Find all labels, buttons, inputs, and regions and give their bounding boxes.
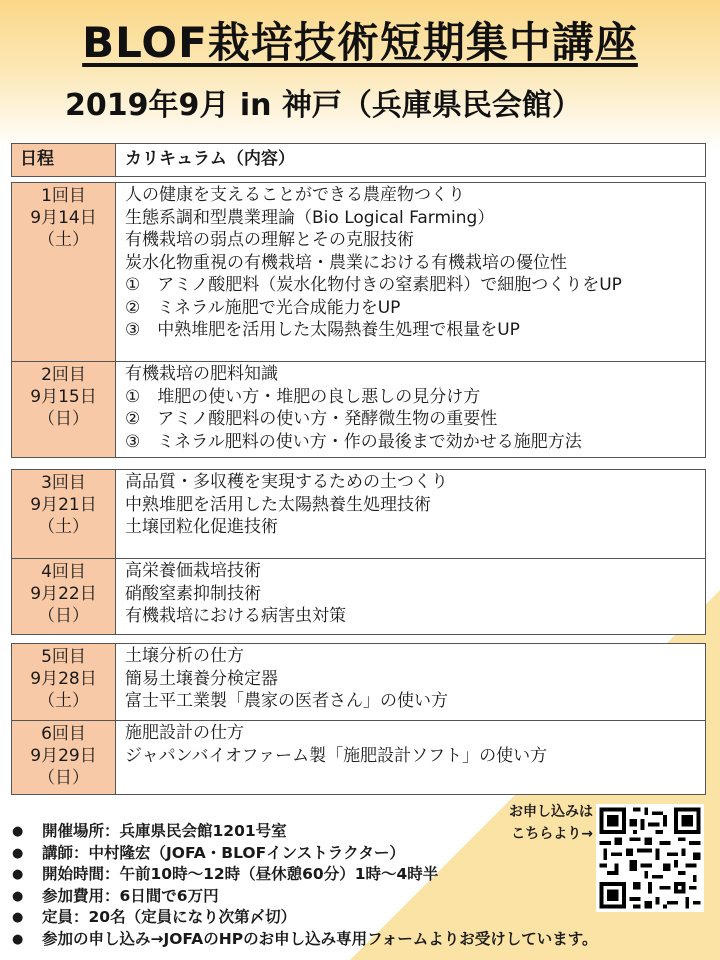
apply-line-2: こちらより→	[511, 826, 593, 842]
curriculum-item: ③ ミネラル肥料の使い方・作の最後まで効かせる施肥方法	[125, 431, 582, 452]
info-venue: 開催場所：兵庫県民会館1201号室	[42, 822, 287, 840]
curriculum-item: 高栄養価栽培技術	[125, 561, 261, 581]
session-date-cell	[12, 559, 116, 634]
curriculum-item: 中熟堆肥を活用した太陽熱養生処理技術	[125, 494, 431, 515]
info-application: 参加の申し込み→JOFAのHPのお申し込み専用フォームよりお受けしています。	[42, 929, 598, 948]
info-item	[12, 886, 598, 908]
session-number: 6回目	[41, 724, 86, 744]
curriculum-item: 生態系調和型農業理論（Bio Logical Farming）	[125, 207, 495, 228]
session-date: 9月15日	[30, 387, 97, 407]
session-day: （日）	[38, 768, 89, 788]
session-row	[12, 361, 705, 457]
curriculum-item: ② ミネラル施肥で光合成能力をUP	[125, 297, 401, 318]
session-group-2	[11, 469, 706, 635]
session-date: 9月14日	[30, 208, 97, 228]
session-date: 9月28日	[30, 669, 97, 689]
info-item	[12, 864, 598, 886]
curriculum-item: 簡易土壌養分検定器	[125, 668, 278, 689]
session-date: 9月21日	[30, 495, 97, 515]
curriculum-item: ジャパンバイオファーム製「施肥設計ソフト」の使い方	[125, 745, 548, 766]
session-date-cell	[12, 470, 116, 558]
session-day: （土）	[38, 691, 89, 711]
curriculum-item: 炭水化物重視の有機栽培・農業における有機栽培の優位性	[125, 252, 567, 273]
curriculum-item: 有機栽培における病害虫対策	[125, 606, 346, 626]
curriculum-item: ① アミノ酸肥料（炭水化物付きの窒素肥料）で細胞つくりをUP	[125, 275, 622, 295]
session-row	[12, 183, 705, 361]
apply-line-1: お申し込みは	[509, 804, 593, 820]
curriculum-item: 高品質・多収穫を実現するための土つくり	[125, 472, 448, 492]
qr-code-graphic	[596, 804, 704, 912]
info-item	[12, 907, 598, 929]
session-content	[116, 559, 705, 634]
curriculum-item: 人の健康を支えることができる農産物つくり	[125, 185, 465, 205]
info-item	[12, 843, 598, 865]
curriculum-item: 施肥設計の仕方	[125, 723, 244, 743]
qr-code-icon[interactable]	[596, 804, 704, 912]
schedule-header: 日程	[12, 144, 116, 176]
session-content	[116, 362, 705, 457]
session-date-cell	[12, 183, 116, 361]
session-content	[116, 470, 705, 558]
session-group-3	[11, 643, 706, 795]
curriculum-header: カリキュラム（内容）	[125, 149, 295, 169]
curriculum-item: ① 堆肥の使い方・堆肥の良し悪しの見分け方	[125, 386, 481, 407]
session-day: （日）	[38, 409, 89, 429]
session-day: （土）	[38, 517, 89, 537]
info-fee: 参加費用：6日間で6万円	[42, 886, 219, 905]
curriculum-item: 硝酸窒素抑制技術	[125, 583, 261, 604]
bullet-icon: ●	[12, 910, 24, 926]
session-date: 9月22日	[30, 584, 97, 604]
curriculum-item: ③ 中熟堆肥を活用した太陽熱養生処理で根量をUP	[125, 320, 520, 340]
bullet-icon: ●	[12, 867, 24, 883]
session-day: （土）	[38, 230, 89, 250]
page-title: BLOF栽培技術短期集中講座	[82, 18, 638, 67]
session-row	[12, 644, 705, 720]
curriculum-item: 土壌分析の仕方	[125, 646, 244, 666]
curriculum-item: ② アミノ酸肥料の使い方・発酵微生物の重要性	[125, 409, 498, 429]
session-number: 2回目	[41, 365, 86, 385]
bullet-icon: ●	[12, 931, 24, 947]
session-group-1	[11, 182, 706, 458]
bullet-icon: ●	[12, 888, 24, 904]
session-number: 5回目	[41, 647, 86, 667]
session-content	[116, 644, 705, 720]
session-number: 3回目	[41, 473, 86, 493]
curriculum-item: 富士平工業製「農家の医者さん」の使い方	[125, 691, 448, 711]
session-date-cell	[12, 362, 116, 457]
session-day: （日）	[38, 606, 89, 626]
curriculum-item: 有機栽培の弱点の理解とその克服技術	[125, 230, 414, 250]
session-row	[12, 558, 705, 634]
page-subtitle: 2019年9月 in 神戸（兵庫県民会館）	[65, 88, 582, 123]
session-date-cell	[12, 721, 116, 794]
session-content	[116, 721, 705, 794]
table-header	[11, 143, 706, 177]
info-item	[12, 929, 598, 951]
info-instructor: 講師：中村隆宏（JOFA・BLOFインストラクター）	[42, 843, 405, 862]
session-row	[12, 470, 705, 558]
session-row	[12, 720, 705, 794]
info-capacity: 定員：20名（定員になり次第〆切）	[42, 908, 297, 927]
bullet-icon: ●	[12, 845, 24, 861]
curriculum-item: 土壌団粒化促進技術	[125, 517, 278, 537]
session-date-cell	[12, 644, 116, 720]
session-date: 9月29日	[30, 746, 97, 766]
info-time: 開始時間：午前10時～12時（昼休憩60分）1時～4時半	[42, 865, 439, 884]
session-number: 1回目	[41, 186, 86, 206]
apply-note	[475, 801, 593, 845]
session-content	[116, 183, 705, 361]
session-number: 4回目	[41, 562, 86, 582]
curriculum-item: 有機栽培の肥料知識	[125, 364, 278, 384]
bullet-icon: ●	[12, 824, 24, 839]
